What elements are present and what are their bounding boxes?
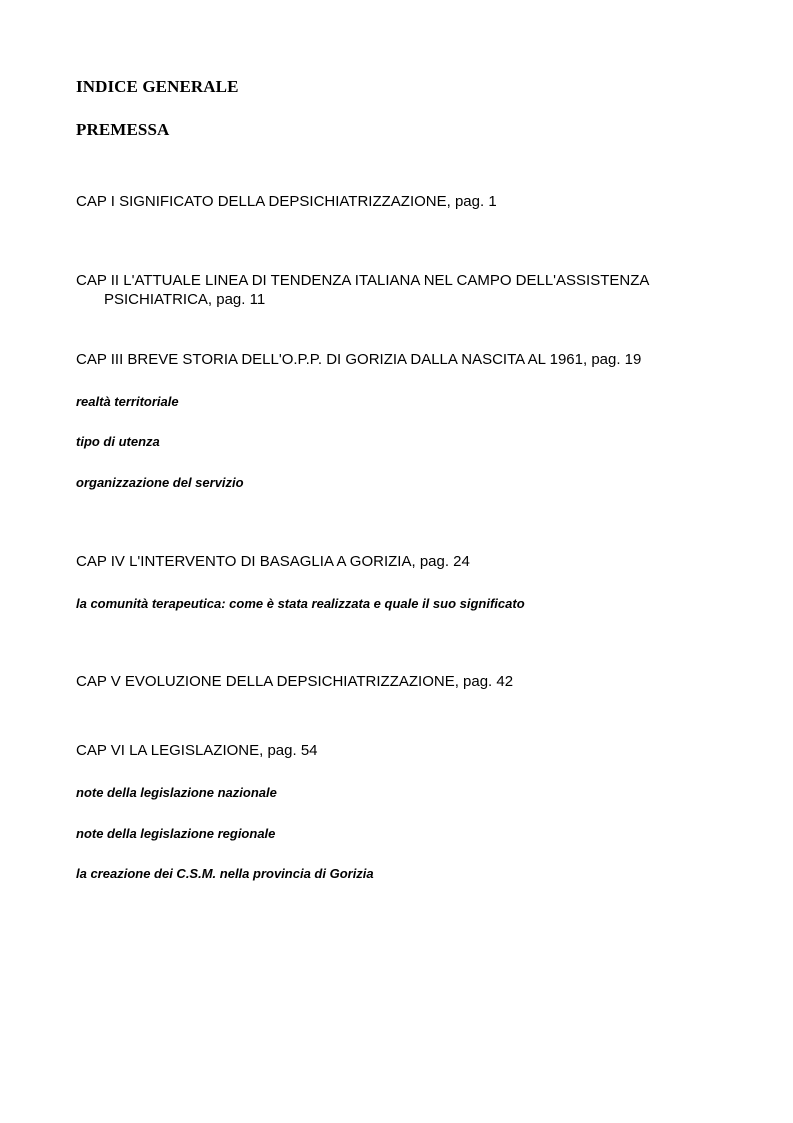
chapter-5-heading: CAP V EVOLUZIONE DELLA DEPSICHIATRIZZAZIONE, pag. 42 [76, 673, 514, 690]
index-title: INDICE GENERALE [76, 77, 239, 96]
chapter-6-subsection-2: note della legislazione regionale [76, 826, 276, 841]
chapter-3-subsection-2: tipo di utenza [76, 434, 160, 449]
chapter-2-heading: CAP II L'ATTUALE LINEA DI TENDENZA ITALIANA NEL CAMPO DELL'ASSISTENZA [76, 272, 650, 289]
chapter-6-heading: CAP VI LA LEGISLAZIONE, pag. 54 [76, 742, 318, 759]
chapter-4-subsection-1: la comunità terapeutica: come è stata realizzata e quale il suo significato [76, 596, 525, 611]
chapter-3-subsection-1: realtà territoriale [76, 394, 179, 409]
chapter-2-heading-continuation: PSICHIATRICA, pag. 11 [104, 291, 266, 308]
chapter-1-heading: CAP I SIGNIFICATO DELLA DEPSICHIATRIZZAZIONE, pag. 1 [76, 193, 497, 210]
chapter-6-subsection-1: note della legislazione nazionale [76, 785, 277, 800]
chapter-3-heading: CAP III BREVE STORIA DELL'O.P.P. DI GORIZIA DALLA NASCITA AL 1961, pag. 19 [76, 351, 642, 368]
chapter-4-heading: CAP IV L'INTERVENTO DI BASAGLIA A GORIZIA, pag. 24 [76, 553, 470, 570]
chapter-3-subsection-3: organizzazione del servizio [76, 475, 244, 490]
premessa-heading: PREMESSA [76, 120, 170, 139]
chapter-6-subsection-3: la creazione dei C.S.M. nella provincia di Gorizia [76, 866, 374, 881]
